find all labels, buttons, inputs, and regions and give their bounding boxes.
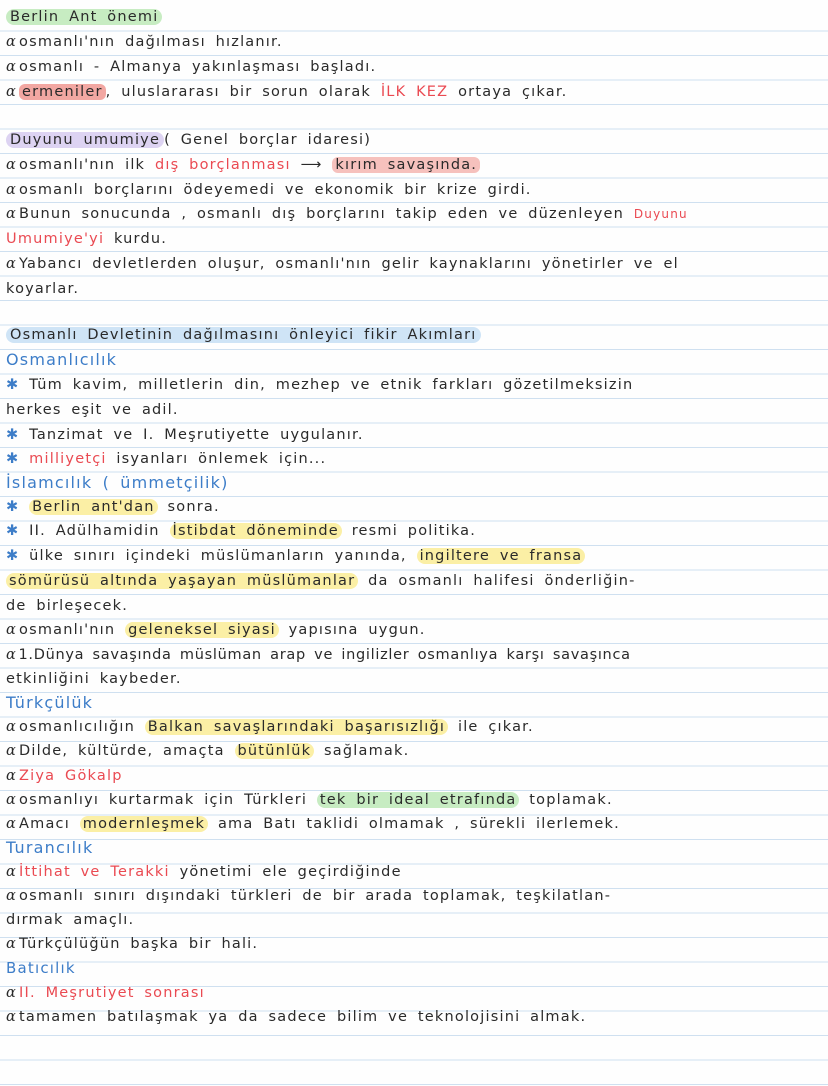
berlin-text-3: , uluslararası bir sorun olarak xyxy=(105,84,371,100)
turkculuk-tek-ideal: tek bir ideal etrafında xyxy=(317,792,520,808)
turkculuk-text-2b: sağlamak. xyxy=(324,743,410,759)
baticilik-head: Batıcılık xyxy=(6,959,76,977)
duyunu-text-3: Bunun sonucunda , osmanlı dış borçlarını takip eden ve düzenleyen xyxy=(19,206,625,222)
alpha-bullet-icon: α xyxy=(6,888,17,904)
fikir-title-line xyxy=(6,325,822,345)
turkculuk-line-3 xyxy=(6,766,822,786)
duyunu-text-2: osmanlı borçlarını ödeyemedi ve ekonomik bir krize girdi. xyxy=(19,182,532,198)
alpha-bullet-icon: α xyxy=(6,182,17,198)
duyunu-line-4 xyxy=(6,229,822,249)
islamcilik-geleneksel: geleneksel siyasi xyxy=(125,622,279,638)
islamcilik-line-8 xyxy=(6,669,822,689)
star-bullet-icon: ✱ xyxy=(6,377,20,393)
duyunu-red-1: Duyunu xyxy=(633,207,688,221)
duyunu-text-1: osmanlı'nın ilk xyxy=(19,157,146,173)
islamcilik-somuru: sömürüsü altında yaşayan müslümanlar xyxy=(6,573,358,589)
alpha-bullet-icon: α xyxy=(6,1009,17,1025)
berlin-text-3-end: ortaya çıkar. xyxy=(458,84,568,100)
turkculuk-line-1 xyxy=(6,717,822,737)
baticilik-text-2: tamamen batılaşmak ya da sadece bilim ve teknolojisini almak. xyxy=(19,1009,587,1025)
osmanlicilik-milliyetci: milliyetçi xyxy=(29,451,107,467)
turancilik-text-2: osmanlı sınırı dışındaki türkleri de bir arada toplamak, teşkilatlan- xyxy=(19,888,612,904)
arrow-right-icon: ⟶ xyxy=(300,157,323,173)
alpha-bullet-icon: α xyxy=(6,206,17,222)
duyunu-line-2 xyxy=(6,180,822,200)
turkculuk-text-5a: Amacı xyxy=(19,816,70,832)
turkculuk-text-2a: Dilde, kültürde, amaçta xyxy=(19,743,225,759)
islamcilik-text-2b: resmi politika. xyxy=(351,523,477,539)
star-bullet-icon: ✱ xyxy=(6,499,20,515)
turkculuk-butunluk: bütünlük xyxy=(235,743,315,759)
duyunu-title-rest: ( Genel borçlar idaresi) xyxy=(164,132,372,148)
alpha-bullet-icon: α xyxy=(6,768,17,784)
berlin-title-line xyxy=(6,7,822,27)
berlin-text-1: osmanlı'nın dağılması hızlanır. xyxy=(19,34,283,50)
osmanlicilik-text-1: Tüm kavim, milletlerin din, mezhep ve etnik farkları gözetilmeksizin xyxy=(29,377,634,393)
islamcilik-text-8: etkinliğini kaybeder. xyxy=(6,671,182,687)
baticilik-mesrutiyet: II. Meşrutiyet sonrası xyxy=(19,985,205,1001)
duyunu-text-5: Yabancı devletlerden oluşur, osmanlı'nın gelir kaynaklarını yönetirler ve el xyxy=(19,256,679,272)
islamcilik-text-4: da osmanlı halifesi önderliğin- xyxy=(368,573,636,589)
turkculuk-line-2 xyxy=(6,741,822,761)
osmanlicilik-line-1 xyxy=(6,375,822,395)
islamcilik-text-3: ülke sınırı içindeki müslümanların yanında, xyxy=(29,548,407,564)
berlin-ilk-kez: İLK KEZ xyxy=(380,84,449,100)
islamcilik-line-1 xyxy=(6,497,822,517)
berlin-text-2: osmanlı - Almanya yakınlaşması başladı. xyxy=(19,59,377,75)
osmanlicilik-line-2 xyxy=(6,400,822,420)
alpha-bullet-icon: α xyxy=(6,84,17,100)
turancilik-line-1 xyxy=(6,862,822,882)
islamcilik-text-1: sonra. xyxy=(167,499,220,515)
duyunu-title-line xyxy=(6,130,822,150)
star-bullet-icon: ✱ xyxy=(6,548,20,564)
berlin-line-2 xyxy=(6,57,822,77)
baticilik-line-2 xyxy=(6,1007,822,1027)
islamcilik-text-5: de birleşecek. xyxy=(6,598,129,614)
islamcilik-line-4 xyxy=(6,571,822,591)
star-bullet-icon: ✱ xyxy=(6,451,20,467)
alpha-bullet-icon: α xyxy=(6,256,17,272)
islamcilik-line-7 xyxy=(6,645,822,665)
turkculuk-text-4b: toplamak. xyxy=(529,792,613,808)
alpha-bullet-icon: α xyxy=(6,34,17,50)
alpha-bullet-icon: α xyxy=(6,622,17,638)
duyunu-red-2: Umumiye'yi xyxy=(6,231,105,247)
islamcilik-line-2 xyxy=(6,521,822,541)
duyunu-kirim: kırım savaşında. xyxy=(332,157,480,173)
fikir-title: Osmanlı Devletinin dağılmasını önleyici fikir Akımları xyxy=(6,327,481,343)
duyunu-text-6: koyarlar. xyxy=(6,281,80,297)
alpha-bullet-icon: α xyxy=(6,864,17,880)
berlin-line-3 xyxy=(6,82,822,102)
turkculuk-head: Türkçülük xyxy=(6,693,94,712)
turancilik-line-3 xyxy=(6,910,822,930)
alpha-bullet-icon: α xyxy=(6,985,17,1001)
islamcilik-text-7: 1.Dünya savaşında müslüman arap ve ingilizler osmanlıya karşı savaşınca xyxy=(18,647,631,663)
berlin-ermeniler: ermeniler xyxy=(19,84,106,100)
islamcilik-head: İslamcılık ( ümmetçilik) xyxy=(6,473,229,492)
islamcilik-text-6a: osmanlı'nın xyxy=(19,622,116,638)
turkculuk-line-5 xyxy=(6,814,822,834)
islamcilik-istibdat: İstibdat döneminde xyxy=(170,523,342,539)
turancilik-line-2 xyxy=(6,886,822,906)
osmanlicilik-line-3 xyxy=(6,425,822,445)
osmanlicilik-text-4: isyanları önlemek için... xyxy=(116,451,327,467)
turkculuk-text-1a: osmanlıcılığın xyxy=(19,719,135,735)
alpha-bullet-icon: α xyxy=(6,743,17,759)
alpha-bullet-icon: α xyxy=(6,936,17,952)
alpha-bullet-icon: α xyxy=(6,59,17,75)
islamcilik-line-3 xyxy=(6,546,822,566)
berlin-line-1 xyxy=(6,32,822,52)
duyunu-dis-borc: dış borçlanması xyxy=(154,157,291,173)
osmanlicilik-head: Osmanlıcılık xyxy=(6,350,118,369)
osmanlicilik-line-4 xyxy=(6,449,822,469)
osmanlicilik-text-2: herkes eşit ve adil. xyxy=(6,402,179,418)
duyunu-line-5 xyxy=(6,254,822,274)
duyunu-text-4: kurdu. xyxy=(114,231,168,247)
turancilik-text-4: Türkçülüğün başka bir hali. xyxy=(19,936,259,952)
turancilik-text-1: yönetimi ele geçirdiğinde xyxy=(179,864,402,880)
alpha-bullet-icon: α xyxy=(6,157,17,173)
islamcilik-text-6b: yapısına uygun. xyxy=(288,622,426,638)
islamcilik-ingiltere: ingiltere ve fransa xyxy=(417,548,586,564)
islamcilik-line-5 xyxy=(6,596,822,616)
islamcilik-line-6 xyxy=(6,620,822,640)
turancilik-head: Turancılık xyxy=(6,838,94,857)
turkculuk-text-4a: osmanlıyı kurtarmak için Türkleri xyxy=(19,792,308,808)
alpha-bullet-icon: α xyxy=(6,792,17,808)
duyunu-line-3 xyxy=(6,204,822,224)
turkculuk-ziya-gokalp: Ziya Gökalp xyxy=(19,768,123,784)
alpha-bullet-icon: α xyxy=(6,816,17,832)
duyunu-line-1 xyxy=(6,155,822,175)
turancilik-line-4 xyxy=(6,934,822,954)
islamcilik-berlin: Berlin ant'dan xyxy=(29,499,158,515)
turancilik-text-3: dırmak amaçlı. xyxy=(6,912,135,928)
duyunu-title: Duyunu umumiye xyxy=(6,132,164,148)
turancilik-ittihat: İttihat ve Terakki xyxy=(19,864,170,880)
turkculuk-balkan: Balkan savaşlarındaki başarısızlığı xyxy=(145,719,448,735)
osmanlicilik-text-3: Tanzimat ve I. Meşrutiyette uygulanır. xyxy=(29,427,364,443)
star-bullet-icon: ✱ xyxy=(6,523,20,539)
turkculuk-text-1b: ile çıkar. xyxy=(457,719,534,735)
alpha-bullet-icon: α xyxy=(6,719,17,735)
berlin-title: Berlin Ant önemi xyxy=(6,9,162,25)
turkculuk-text-5b: ama Batı taklidi olmamak , sürekli ilerlemek. xyxy=(217,816,620,832)
star-bullet-icon: ✱ xyxy=(6,427,20,443)
baticilik-line-1 xyxy=(6,983,822,1003)
turkculuk-line-4 xyxy=(6,790,822,810)
duyunu-line-6 xyxy=(6,279,822,299)
alpha-bullet-icon: α xyxy=(6,647,17,663)
islamcilik-text-2a: II. Adülhamidin xyxy=(29,523,160,539)
turkculuk-modernlesmek: modernleşmek xyxy=(80,816,208,832)
